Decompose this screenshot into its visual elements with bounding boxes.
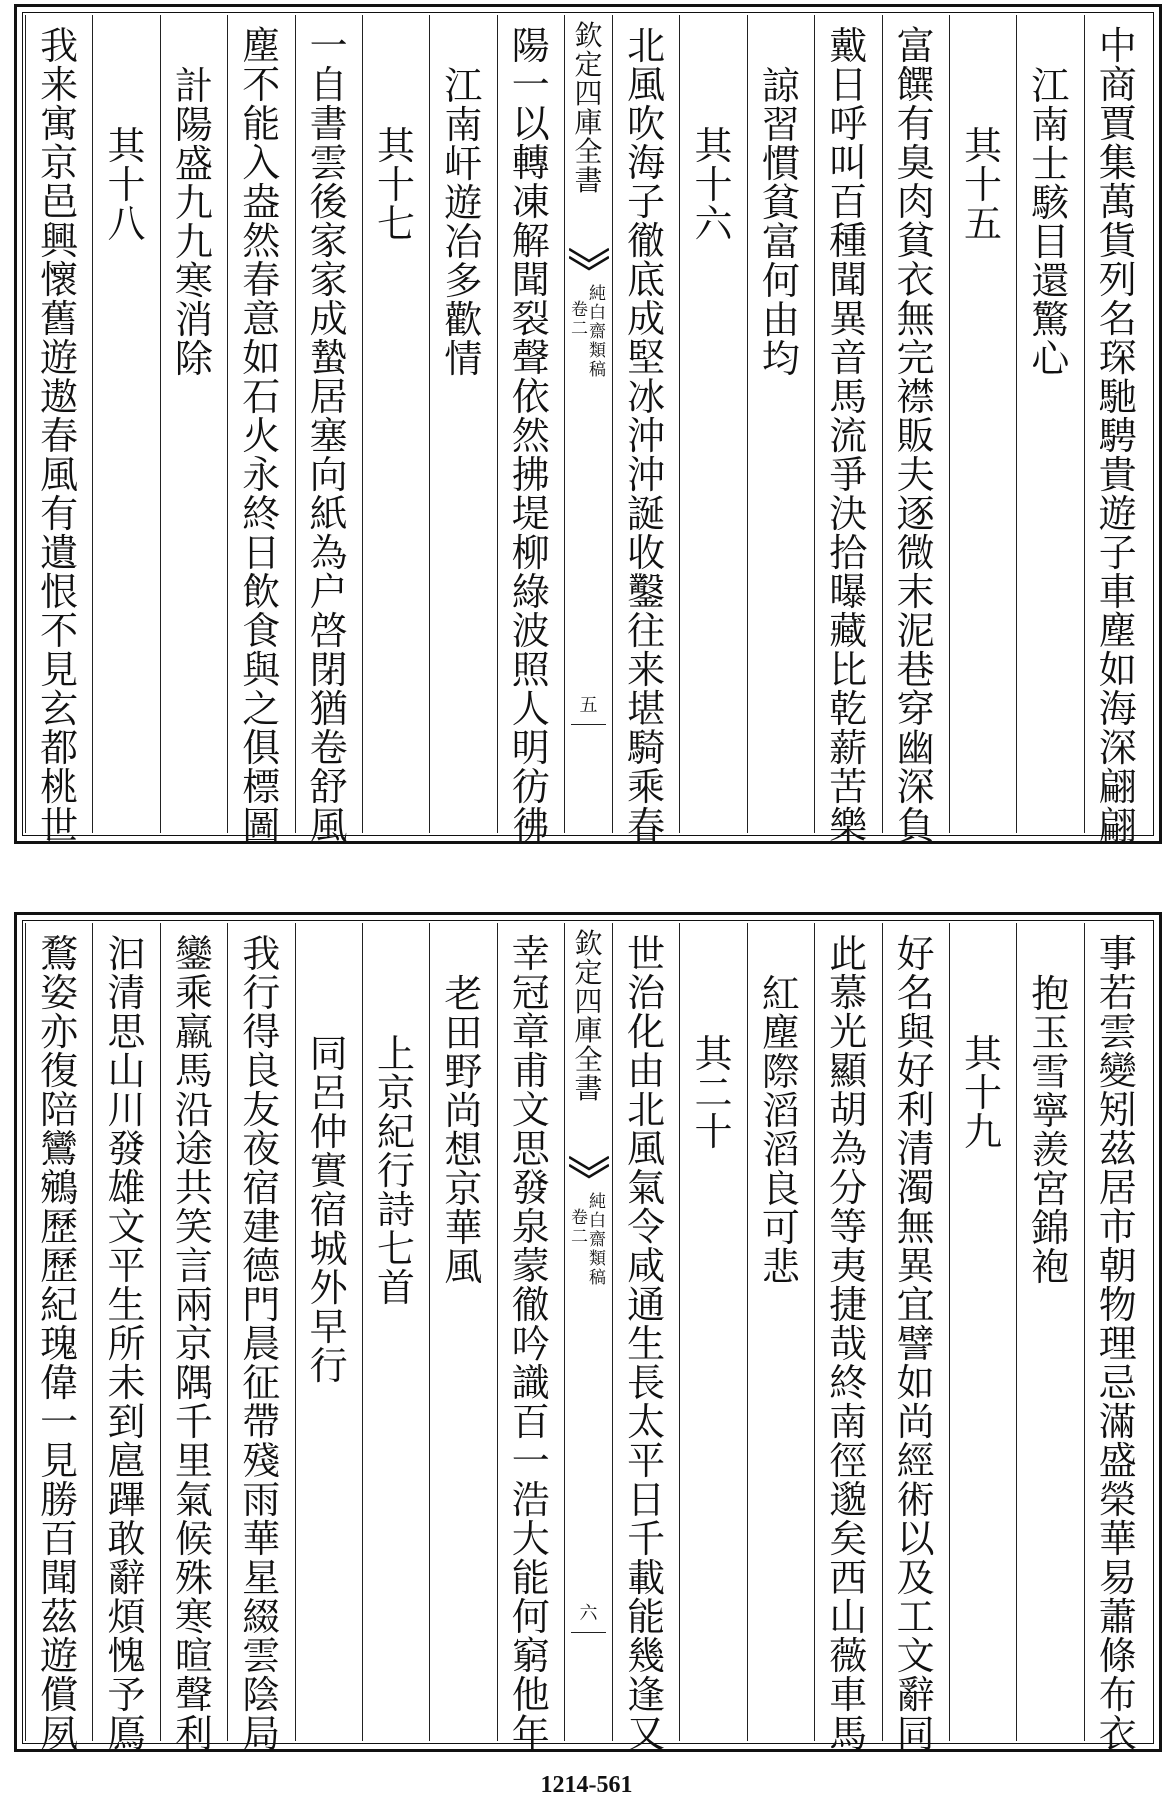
column-text: 老 田 野 尚 想 京 華 風 — [444, 972, 483, 1289]
column-text: 江 南 士 駭 目 還 驚 心 — [1031, 64, 1070, 381]
book-title-block — [565, 1193, 612, 1363]
column-text: 計 陽 盛 九 九 寒 消 除 — [174, 64, 213, 381]
text-column — [679, 15, 746, 833]
column-text: 紅 塵 際 滔 滔 良 可 悲 — [761, 972, 800, 1289]
column-text: 陽 一 以 轉 凍 解 聞 裂 聲 依 然 拂 堤 柳 綠 波 照 人 明 彷 彿 — [511, 24, 550, 848]
fishtail-mark-icon — [569, 1155, 609, 1183]
column-text: 戴 日 呼 叫 百 種 聞 異 音 馬 流 爭 決 拾 曝 藏 比 乾 薪 苦 樂 — [829, 24, 868, 848]
column-text: 抱 玉 雪 寧 羨 宮 錦 袍 — [1031, 972, 1070, 1289]
column-text: 其 二 十 — [694, 1032, 733, 1154]
fold-gutter — [564, 15, 612, 833]
column-text: 塵 不 能 入 盎 然 春 意 如 石 火 永 終 日 飲 食 與 之 俱 標 圖 — [242, 24, 281, 848]
column-text: 上 京 紀 行 詩 七 首 — [377, 1032, 416, 1310]
text-column — [362, 15, 429, 833]
column-text: 江 南 屽 遊 冶 多 歡 情 — [444, 64, 483, 381]
text-column — [429, 923, 496, 1741]
column-text: 其 十 八 — [107, 124, 146, 246]
text-column — [814, 923, 881, 1756]
text-column — [1084, 15, 1151, 848]
text-column — [949, 15, 1016, 833]
column-text: 中 商 賈 集 萬 貨 列 名 琛 馳 騁 貴 遊 子 車 塵 如 海 深 翩 翩 — [1098, 24, 1137, 848]
column-text: 好 名 與 好 利 清 濁 無 異 宜 譬 如 尚 經 術 以 及 工 文 辭 同 — [896, 932, 935, 1756]
column-text: 我 来 寓 京 邑 興 懷 舊 遊 遨 春 風 有 遺 恨 不 見 玄 都 桃 世 — [40, 24, 79, 848]
text-column — [1016, 923, 1083, 1741]
text-column — [497, 923, 564, 1756]
column-text: 諒 習 慣 貧 富 何 由 均 — [761, 64, 800, 381]
column-text: 同 呂 仲 實 宿 城 外 早 行 — [309, 1032, 348, 1388]
column-text: 其 十 六 — [694, 124, 733, 246]
top-page — [14, 4, 1162, 848]
volume-label: 卷 二 — [571, 300, 588, 339]
column-text: 富 饌 有 臭 肉 貧 衣 無 完 襟 販 夫 逐 微 末 泥 巷 穿 幽 深 負 — [896, 24, 935, 848]
volume-label: 卷 二 — [571, 1208, 588, 1247]
folio-number: 六 — [579, 1603, 598, 1624]
text-column — [295, 923, 362, 1741]
text-column — [160, 15, 227, 833]
column-text: 其 十 五 — [964, 124, 1003, 246]
bottom-page-columns — [25, 923, 1151, 1756]
top-page-columns — [25, 15, 1151, 848]
column-text: 我 行 得 良 友 夜 宿 建 德 門 晨 征 帶 殘 雨 華 星 綴 雲 陰 局 — [242, 932, 281, 1756]
text-column — [882, 923, 949, 1756]
text-column — [429, 15, 496, 833]
text-column — [1084, 923, 1151, 1756]
text-column — [295, 15, 362, 848]
text-column — [92, 15, 159, 833]
text-column — [92, 923, 159, 1756]
collection-title: 欽 定 四 庫 全 書 — [574, 19, 603, 197]
text-column — [949, 923, 1016, 1741]
page-code: 1214-561 — [540, 1772, 633, 1798]
text-column — [25, 923, 92, 1756]
text-column — [227, 15, 294, 848]
folio-number: 五 — [579, 695, 598, 716]
page-number-rule — [571, 724, 606, 725]
text-column — [612, 923, 679, 1756]
fishtail-mark-icon — [569, 247, 609, 275]
column-text: 鑾 乘 羸 馬 沿 途 共 笑 言 兩 京 隅 千 里 氣 候 殊 寒 暄 聲 利 — [174, 932, 213, 1756]
column-text: 一 自 書 雲 後 家 家 成 蟄 居 塞 向 紙 為 户 啓 閉 猶 卷 舒 風 — [309, 24, 348, 848]
column-text: 世 治 化 由 北 風 氣 令 咸 通 生 長 太 平 日 千 載 能 幾 逢 又 — [627, 932, 666, 1756]
column-text: 事 若 雲 變 矧 茲 居 市 朝 物 理 忌 滿 盛 榮 華 易 蕭 條 布 衣 — [1098, 932, 1137, 1756]
book-title: 純 白 齋 類 稿 — [589, 1192, 606, 1288]
text-column — [227, 923, 294, 1756]
column-text: 此 慕 光 顯 胡 為 分 等 夷 捷 哉 終 南 徑 邈 矣 西 山 薇 車 馬 — [829, 932, 868, 1756]
collection-title: 欽 定 四 庫 全 書 — [574, 927, 603, 1105]
fold-gutter — [564, 923, 612, 1741]
column-text: 幸 冠 章 甫 文 思 發 泉 蒙 徹 吟 識 百 一 浩 大 能 何 窮 他 年 — [511, 932, 550, 1756]
text-column — [497, 15, 564, 848]
book-title: 純 白 齋 類 稿 — [589, 284, 606, 380]
column-text: 其 十 七 — [377, 124, 416, 246]
text-column — [160, 923, 227, 1756]
text-column — [1016, 15, 1083, 833]
book-title-block — [565, 285, 612, 455]
text-column — [25, 15, 92, 848]
text-column — [882, 15, 949, 848]
column-text: 其 十 九 — [964, 1032, 1003, 1154]
text-column — [814, 15, 881, 848]
text-column — [679, 923, 746, 1741]
column-text: 汩 清 思 山 川 發 雄 文 平 生 所 未 到 扈 蹕 敢 辭 煩 愧 予 鳫 — [107, 932, 146, 1756]
column-text: 北 風 吹 海 子 徹 底 成 堅 冰 沖 沖 誕 收 鑿 往 来 堪 騎 乘 春 — [627, 24, 666, 848]
text-column — [747, 923, 814, 1741]
page-number-rule — [571, 1632, 606, 1633]
column-text: 鶩 姿 亦 復 陪 鸞 鵷 歷 歷 紀 瑰 偉 一 見 勝 百 聞 茲 遊 償 夙 — [40, 932, 79, 1756]
bottom-page — [14, 912, 1162, 1756]
text-column — [612, 15, 679, 848]
text-column — [362, 923, 429, 1741]
text-column — [747, 15, 814, 833]
